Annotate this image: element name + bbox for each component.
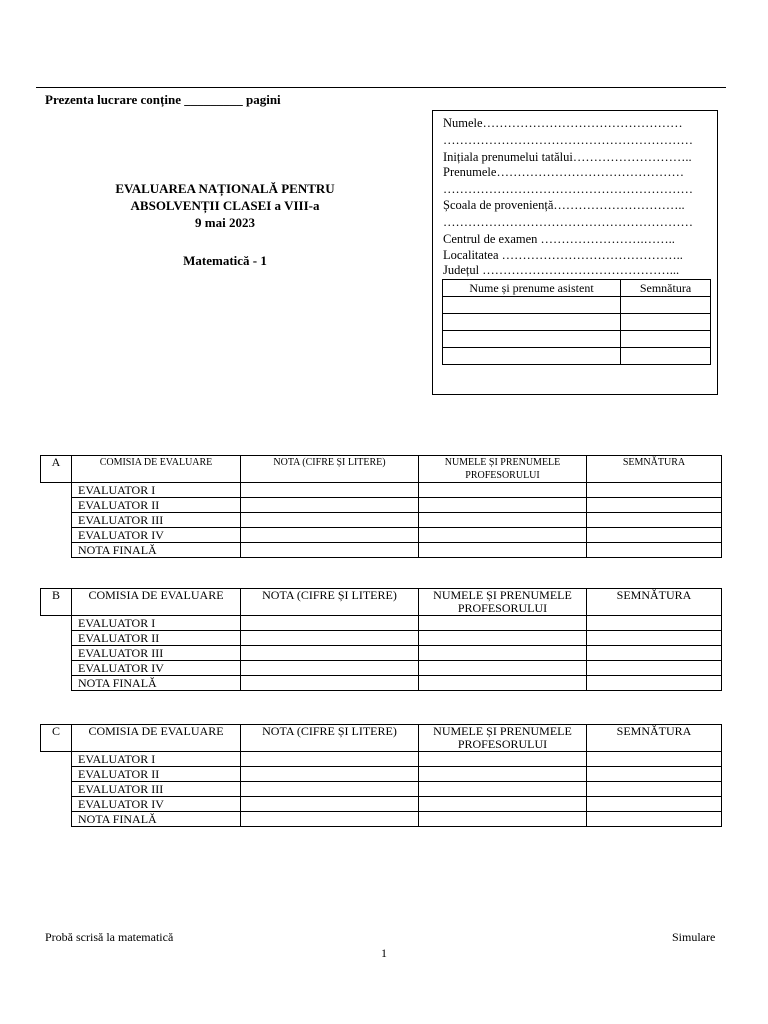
teacher-cell[interactable] — [419, 797, 587, 812]
signature-cell[interactable] — [587, 661, 722, 676]
signature-cell[interactable] — [587, 513, 722, 528]
evaluation-table-c — [40, 724, 722, 827]
signature-cell[interactable] — [587, 782, 722, 797]
field-numele[interactable]: Numele………………………………………… — [443, 116, 683, 130]
evaluation-table-a — [40, 455, 722, 558]
page-count-prefix: Prezenta lucrare conține — [45, 92, 181, 107]
teacher-cell[interactable] — [419, 543, 587, 558]
table-row — [41, 767, 722, 782]
teacher-cell[interactable] — [419, 528, 587, 543]
table-row — [41, 513, 722, 528]
grade-cell[interactable] — [241, 812, 419, 827]
grade-cell[interactable] — [241, 767, 419, 782]
exam-subject: Matematică - 1 — [183, 253, 267, 268]
assistant-name-header: Nume și prenume asistent — [443, 280, 621, 297]
row-label: EVALUATOR III — [72, 782, 241, 797]
signature-cell[interactable] — [587, 752, 722, 767]
row-label: EVALUATOR I — [72, 616, 241, 631]
signature-cell[interactable] — [587, 483, 722, 498]
signature-cell[interactable] — [587, 812, 722, 827]
exam-title-line-1: EVALUAREA NAȚIONALĂ PENTRU — [115, 181, 335, 196]
grade-cell[interactable] — [241, 646, 419, 661]
signature-cell[interactable] — [587, 528, 722, 543]
field-judetul[interactable]: Județul ………………………………………... — [443, 263, 680, 277]
assistant-name-cell[interactable] — [443, 331, 621, 348]
teacher-cell[interactable] — [419, 483, 587, 498]
footer-session: Simulare — [672, 930, 716, 944]
header-comisia: COMISIA DE EVALUARE — [72, 456, 241, 483]
header-semnatura: SEMNĂTURA — [587, 725, 722, 752]
header-nota: NOTA (CIFRE ȘI LITERE) — [241, 589, 419, 616]
table-row — [41, 661, 722, 676]
assistant-row — [443, 297, 711, 314]
assistant-row — [443, 348, 711, 365]
header-profesor: NUMELE ȘI PRENUMELE PROFESORULUI — [419, 589, 587, 616]
assistant-name-cell[interactable] — [443, 348, 621, 365]
signature-cell[interactable] — [587, 797, 722, 812]
signature-cell[interactable] — [587, 676, 722, 691]
field-scoala-continued[interactable]: …………………………………………………… — [443, 215, 693, 229]
teacher-cell[interactable] — [419, 812, 587, 827]
table-row — [41, 616, 722, 631]
teacher-cell[interactable] — [419, 676, 587, 691]
exam-title-line-2: ABSOLVENȚII CLASEI a VIII-a — [130, 198, 320, 213]
signature-cell[interactable] — [587, 543, 722, 558]
row-label: EVALUATOR III — [72, 513, 241, 528]
field-prenumele-continued[interactable]: …………………………………………………… — [443, 182, 693, 196]
grade-cell[interactable] — [241, 498, 419, 513]
assistant-row — [443, 314, 711, 331]
exam-date: 9 mai 2023 — [195, 215, 255, 230]
teacher-cell[interactable] — [419, 631, 587, 646]
top-rule — [36, 87, 726, 88]
teacher-cell[interactable] — [419, 767, 587, 782]
header-profesor: NUMELE ȘI PRENUMELE PROFESORULUI — [419, 725, 587, 752]
table-letter: B — [41, 589, 72, 616]
teacher-cell[interactable] — [419, 513, 587, 528]
table-row — [41, 543, 722, 558]
page-count-suffix: pagini — [245, 92, 281, 107]
table-row — [41, 752, 722, 767]
teacher-cell[interactable] — [419, 498, 587, 513]
field-centrul-examen[interactable]: Centrul de examen …………………….…….. — [443, 232, 675, 246]
grade-cell[interactable] — [241, 631, 419, 646]
row-label: NOTA FINALĂ — [72, 812, 241, 827]
table-row — [41, 483, 722, 498]
page-count-line — [45, 92, 281, 108]
field-numele-continued[interactable]: …………………………………………………… — [443, 133, 693, 147]
grade-cell[interactable] — [241, 661, 419, 676]
header-nota: NOTA (CIFRE ȘI LITERE) — [241, 456, 419, 483]
row-label: EVALUATOR II — [72, 498, 241, 513]
table-row — [41, 528, 722, 543]
row-label: EVALUATOR III — [72, 646, 241, 661]
signature-cell[interactable] — [587, 646, 722, 661]
grade-cell[interactable] — [241, 782, 419, 797]
footer-subject: Probă scrisă la matematică — [45, 930, 174, 944]
teacher-cell[interactable] — [419, 616, 587, 631]
assistant-row — [443, 331, 711, 348]
page-count-blank[interactable]: _________ — [184, 92, 243, 107]
header-comisia: COMISIA DE EVALUARE — [72, 589, 241, 616]
grade-cell[interactable] — [241, 752, 419, 767]
header-profesor: NUMELE ȘI PRENUMELE PROFESORULUI — [419, 456, 587, 483]
signature-cell[interactable] — [587, 498, 722, 513]
table-row — [41, 631, 722, 646]
field-initiala-tatalui[interactable]: Inițiala prenumelui tatălui……………………….. — [443, 150, 692, 164]
header-semnatura: SEMNĂTURA — [587, 456, 722, 483]
table-letter: A — [41, 456, 72, 483]
grade-cell[interactable] — [241, 797, 419, 812]
grade-cell[interactable] — [241, 513, 419, 528]
row-label: NOTA FINALĂ — [72, 676, 241, 691]
field-prenumele[interactable]: Prenumele……………………………………… — [443, 165, 684, 179]
assistant-name-cell[interactable] — [443, 314, 621, 331]
grade-cell[interactable] — [241, 676, 419, 691]
teacher-cell[interactable] — [419, 661, 587, 676]
grade-cell[interactable] — [241, 483, 419, 498]
row-label: EVALUATOR IV — [72, 528, 241, 543]
assistant-signature-header: Semnătura — [621, 280, 711, 297]
page-number: 1 — [381, 946, 387, 960]
exam-title — [40, 180, 410, 231]
row-label: EVALUATOR II — [72, 767, 241, 782]
assistant-signature-cell[interactable] — [621, 348, 711, 365]
table-row — [41, 646, 722, 661]
assistant-signature-cell[interactable] — [621, 314, 711, 331]
grade-cell[interactable] — [241, 543, 419, 558]
table-row — [41, 812, 722, 827]
signature-cell[interactable] — [587, 767, 722, 782]
evaluation-table-b — [40, 588, 722, 691]
assistant-signature-cell[interactable] — [621, 331, 711, 348]
header-nota: NOTA (CIFRE ȘI LITERE) — [241, 725, 419, 752]
teacher-cell[interactable] — [419, 646, 587, 661]
assistant-table — [442, 279, 711, 365]
row-label: EVALUATOR II — [72, 631, 241, 646]
row-label: EVALUATOR I — [72, 752, 241, 767]
table-row — [41, 797, 722, 812]
row-label: NOTA FINALĂ — [72, 543, 241, 558]
teacher-cell[interactable] — [419, 782, 587, 797]
field-scoala[interactable]: Școala de proveniență………………………….. — [443, 198, 685, 212]
table-row — [41, 782, 722, 797]
signature-cell[interactable] — [587, 631, 722, 646]
header-comisia: COMISIA DE EVALUARE — [72, 725, 241, 752]
row-label: EVALUATOR I — [72, 483, 241, 498]
assistant-name-cell[interactable] — [443, 297, 621, 314]
field-localitatea[interactable]: Localitatea …………………………………….. — [443, 248, 683, 262]
header-semnatura: SEMNĂTURA — [587, 589, 722, 616]
grade-cell[interactable] — [241, 528, 419, 543]
row-label: EVALUATOR IV — [72, 661, 241, 676]
table-row — [41, 498, 722, 513]
row-label: EVALUATOR IV — [72, 797, 241, 812]
assistant-signature-cell[interactable] — [621, 297, 711, 314]
table-row — [41, 676, 722, 691]
grade-cell[interactable] — [241, 616, 419, 631]
signature-cell[interactable] — [587, 616, 722, 631]
teacher-cell[interactable] — [419, 752, 587, 767]
table-letter: C — [41, 725, 72, 752]
